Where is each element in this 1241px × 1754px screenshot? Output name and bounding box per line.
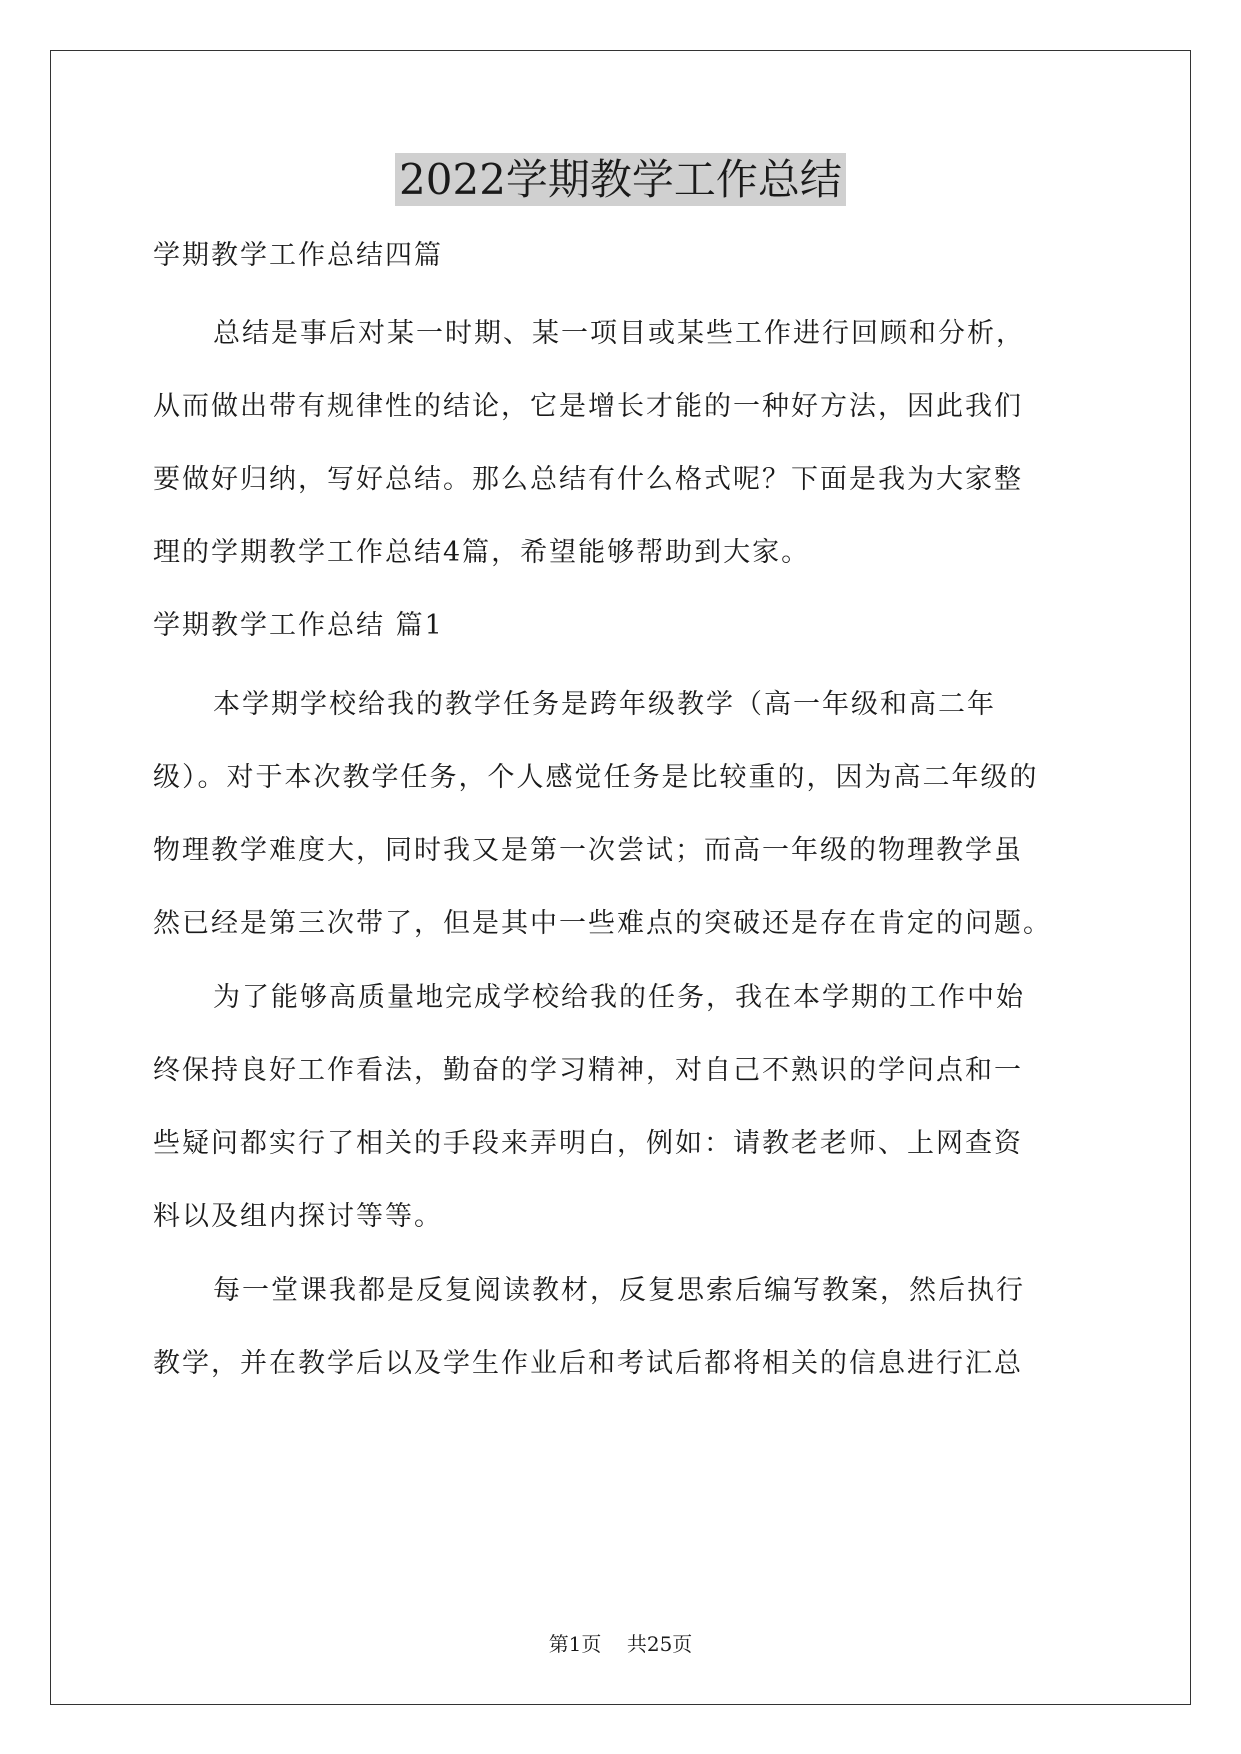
page-number: 第1页 共25页	[548, 1632, 693, 1656]
page-border	[50, 50, 1191, 1705]
paragraph-line: 每一堂课我都是反复阅读教材，反复思索后编写教案，然后执行	[213, 1275, 1025, 1306]
paragraph-line: 理的学期教学工作总结4篇，希望能够帮助到大家。	[153, 537, 811, 568]
paragraph-line: 为了能够高质量地完成学校给我的任务，我在本学期的工作中始	[213, 982, 1025, 1013]
paragraph-line: 本学期学校给我的教学任务是跨年级教学（高一年级和高二年	[213, 689, 996, 720]
paragraph-line: 要做好归纳，写好总结。那么总结有什么格式呢？下面是我为大家整	[153, 464, 1023, 495]
paragraph-line: 总结是事后对某一时期、某一项目或某些工作进行回顾和分析，	[213, 318, 1025, 349]
document-title	[0, 150, 1241, 210]
paragraph-line: 物理教学难度大，同时我又是第一次尝试；而高一年级的物理教学虽	[153, 835, 1023, 866]
paragraph-line: 从而做出带有规律性的结论，它是增长才能的一种好方法，因此我们	[153, 391, 1023, 422]
section-heading: 学期教学工作总结 篇1	[153, 610, 444, 641]
paragraph-line: 级）。对于本次教学任务，个人感觉任务是比较重的，因为高二年级的	[153, 762, 1039, 793]
title-text: 2022学期教学工作总结	[395, 153, 846, 206]
paragraph-line: 料以及组内探讨等等。	[153, 1201, 443, 1232]
paragraph-line: 然已经是第三次带了，但是其中一些难点的突破还是存在肯定的问题。	[153, 908, 1052, 939]
paragraph-line: 教学，并在教学后以及学生作业后和考试后都将相关的信息进行汇总	[153, 1348, 1023, 1379]
paragraph-line: 终保持良好工作看法，勤奋的学习精神，对自己不熟识的学问点和一	[153, 1055, 1023, 1086]
paragraph-line: 些疑问都实行了相关的手段来弄明白，例如：请教老老师、上网查资	[153, 1128, 1023, 1159]
subtitle-line: 学期教学工作总结四篇	[153, 240, 443, 271]
